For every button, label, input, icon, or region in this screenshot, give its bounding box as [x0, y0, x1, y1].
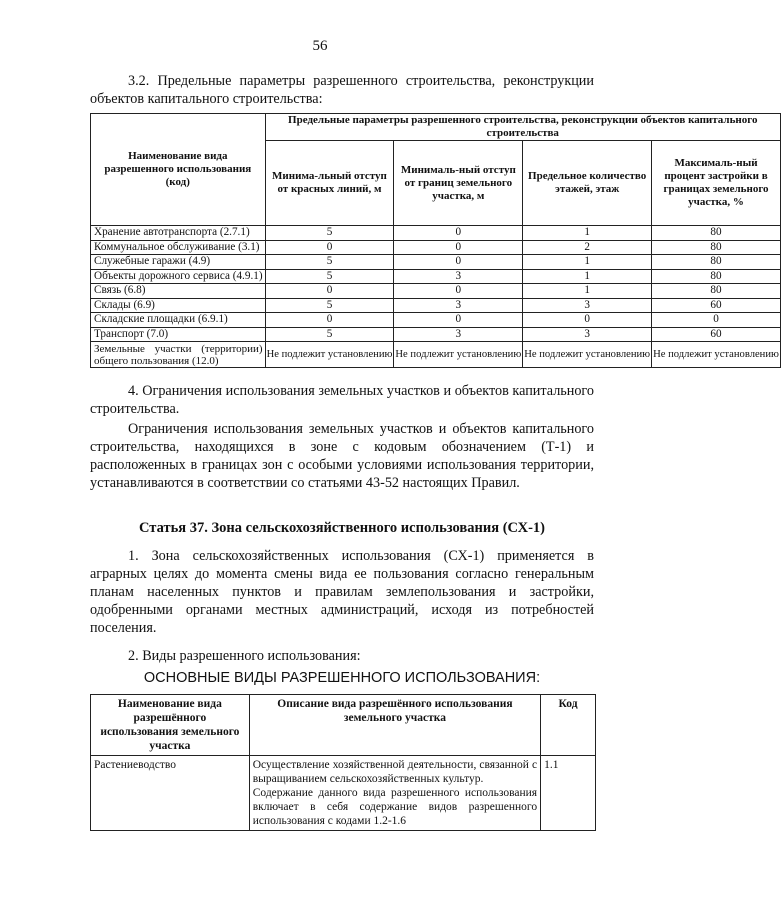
row-name: Растениеводство — [91, 756, 250, 831]
article-heading: Статья 37. Зона сельскохозяйственного использования (СХ-1) — [139, 520, 545, 536]
table1-col-max-percent: Максималь-ный процент застройки в границах земельного участка, % — [652, 141, 781, 226]
table1-header-name: Наименование вида разрешенного использования (код) — [91, 114, 266, 226]
row-red: 5 — [265, 226, 394, 241]
table1-col-min-red: Минима-льный отступ от красных линий, м — [265, 141, 394, 226]
page-number: 56 — [312, 38, 328, 54]
row-red: 0 — [265, 284, 394, 299]
row-border: 0 — [394, 313, 523, 328]
land-use-types-table — [90, 694, 596, 831]
table-row — [91, 269, 781, 284]
table-row — [91, 342, 781, 368]
row-not-applicable: Не подлежит установлению — [265, 342, 394, 368]
row-floors: 2 — [523, 240, 652, 255]
row-name: Складские площадки (6.9.1) — [91, 313, 266, 328]
row-floors: 1 — [523, 284, 652, 299]
row-name: Служебные гаражи (4.9) — [91, 255, 266, 270]
row-name: Хранение автотранспорта (2.7.1) — [91, 226, 266, 241]
row-not-applicable: Не подлежит установлению — [523, 342, 652, 368]
row-name: Связь (6.8) — [91, 284, 266, 299]
row-description-part-1: Осуществление хозяйственной деятельности, связанной с выращиванием сельскохозяйственных культур. — [252, 759, 538, 785]
row-border: 3 — [394, 298, 523, 313]
table1-header-group: Предельные параметры разрешенного строительства, реконструкции объектов капитального строительства — [265, 114, 780, 141]
table2-header-code: Код — [541, 695, 596, 756]
row-floors: 0 — [523, 313, 652, 328]
row-percent: 80 — [652, 226, 781, 241]
row-border: 3 — [394, 327, 523, 342]
table1-col-min-border: Минималь-ный отступ от границ земельного участка, м — [394, 141, 523, 226]
article-paragraph-1: 1. Зона сельскохозяйственных использования (СХ-1) применяется в аграрных целях до момента смены вида ее пользования согласно генеральным планам населенных пунктов и правилам землепользования и застройки, одобренными органами местных администраций, исходя из потребностей поселения. — [90, 548, 594, 636]
row-description — [249, 756, 540, 831]
row-floors: 1 — [523, 269, 652, 284]
row-name: Земельные участки (территории) общего пользования (12.0) — [91, 342, 266, 368]
restrictions-paragraph: Ограничения использования земельных участков и объектов капитального строительства, находящихся в зоне с кодовым обозначением (Т-1) и расположенных в границах зон с особыми условиями использования территории, устанавливаются в соответствии со статьями 43-52 настоящих Правил. — [90, 421, 594, 491]
row-code: 1.1 — [541, 756, 596, 831]
row-border: 0 — [394, 240, 523, 255]
parameters-table — [90, 113, 781, 368]
row-red: 5 — [265, 255, 394, 270]
row-percent: 60 — [652, 327, 781, 342]
row-border: 0 — [394, 255, 523, 270]
row-red: 5 — [265, 298, 394, 313]
row-red: 5 — [265, 269, 394, 284]
row-percent: 80 — [652, 255, 781, 270]
table-row — [91, 756, 596, 831]
section-4-text: 4. Ограничения использования земельных участков и объектов капитального строительства. — [90, 383, 594, 417]
row-red: 5 — [265, 327, 394, 342]
row-name: Транспорт (7.0) — [91, 327, 266, 342]
table1-col-floors: Предельное количество этажей, этаж — [523, 141, 652, 226]
main-types-title: ОСНОВНЫЕ ВИДЫ РАЗРЕШЕННОГО ИСПОЛЬЗОВАНИЯ: — [143, 670, 541, 686]
article-paragraph-2: 2. Виды разрешенного использования: — [128, 648, 361, 664]
row-floors: 3 — [523, 298, 652, 313]
row-percent: 80 — [652, 269, 781, 284]
row-floors: 1 — [523, 226, 652, 241]
table-row — [91, 240, 781, 255]
table-row — [91, 284, 781, 299]
row-name: Объекты дорожного сервиса (4.9.1) — [91, 269, 266, 284]
section-3-2-text: 3.2. Предельные параметры разрешенного строительства, реконструкции объектов капитального строительства: — [90, 73, 594, 107]
row-not-applicable: Не подлежит установлению — [652, 342, 781, 368]
row-percent: 80 — [652, 284, 781, 299]
table-row — [91, 327, 781, 342]
row-not-applicable: Не подлежит установлению — [394, 342, 523, 368]
row-name: Склады (6.9) — [91, 298, 266, 313]
row-percent: 80 — [652, 240, 781, 255]
row-percent: 0 — [652, 313, 781, 328]
table-row — [91, 255, 781, 270]
row-description-part-2: Содержание данного вида разрешенного использования включает в себя содержание видов разрешенного использования с кодами 1.2-1.6 — [252, 787, 538, 827]
row-floors: 3 — [523, 327, 652, 342]
row-border: 3 — [394, 269, 523, 284]
row-floors: 1 — [523, 255, 652, 270]
row-red: 0 — [265, 240, 394, 255]
table2-header-name: Наименование вида разрешённого использования земельного участка — [91, 695, 250, 756]
row-percent: 60 — [652, 298, 781, 313]
table-row — [91, 226, 781, 241]
row-red: 0 — [265, 313, 394, 328]
table-row — [91, 313, 781, 328]
row-border: 0 — [394, 226, 523, 241]
row-name: Коммунальное обслуживание (3.1) — [91, 240, 266, 255]
table2-header-desc: Описание вида разрешённого использования земельного участка — [249, 695, 540, 756]
table-row — [91, 298, 781, 313]
row-border: 0 — [394, 284, 523, 299]
